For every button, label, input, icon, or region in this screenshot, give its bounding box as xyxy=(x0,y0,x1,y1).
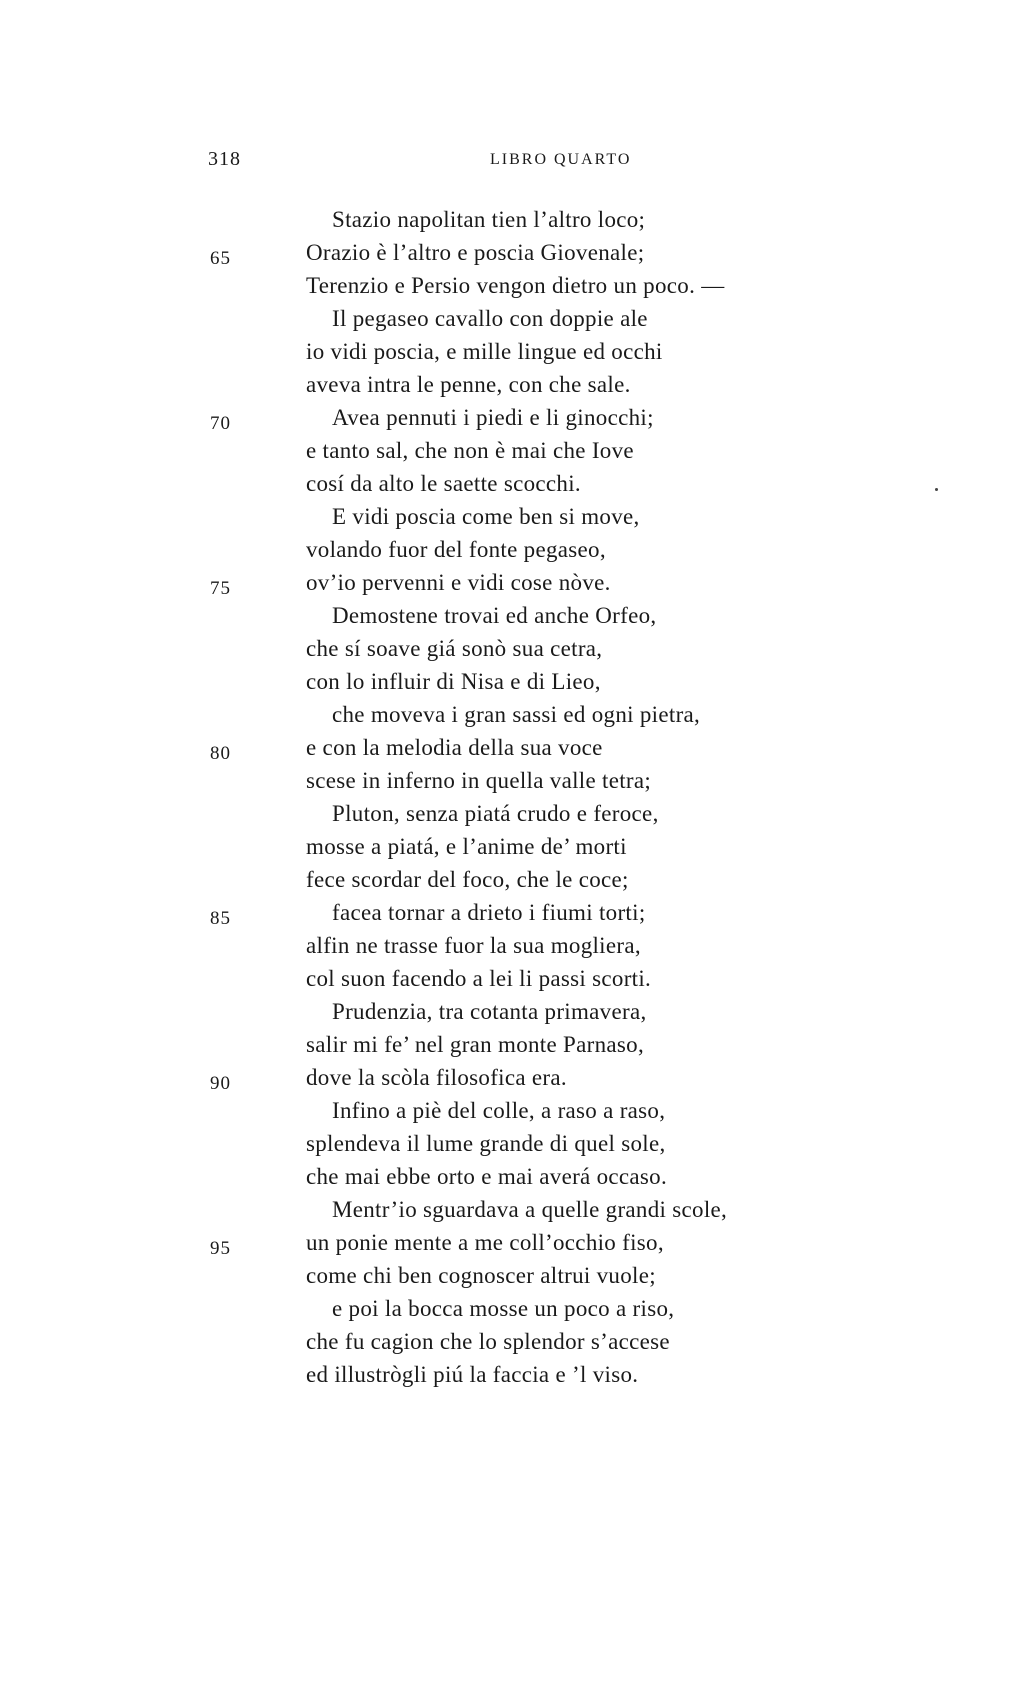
verse-text: mosse a piatá, e l’anime de’ morti xyxy=(306,834,627,859)
verse-line xyxy=(0,962,1017,995)
verse-number: 75 xyxy=(210,578,231,599)
verse-line xyxy=(0,1061,1017,1094)
verse-line xyxy=(0,1259,1017,1292)
page-header xyxy=(0,148,1017,178)
verse-line xyxy=(0,500,1017,533)
verse-line xyxy=(0,1127,1017,1160)
verse-text: Demostene trovai ed anche Orfeo, xyxy=(332,603,657,628)
verse-text: che sí soave giá sonò sua cetra, xyxy=(306,636,603,661)
verse-line xyxy=(0,995,1017,1028)
verse-line xyxy=(0,1292,1017,1325)
verse-number: 70 xyxy=(210,413,231,434)
verse-line xyxy=(0,1193,1017,1226)
verse-line xyxy=(0,533,1017,566)
verse-line xyxy=(0,929,1017,962)
verse-number: 90 xyxy=(210,1073,231,1094)
verse-line xyxy=(0,467,1017,500)
verse-text: Prudenzia, tra cotanta primavera, xyxy=(332,999,647,1024)
verse-text: ov’io pervenni e vidi cose nòve. xyxy=(306,570,611,595)
verse-text: che mai ebbe orto e mai averá occaso. xyxy=(306,1164,668,1189)
verse-text: cosí da alto le saette scocchi. xyxy=(306,471,581,496)
verse-number: 95 xyxy=(210,1238,231,1259)
verse-text: fece scordar del foco, che le coce; xyxy=(306,867,629,892)
verse-text: aveva intra le penne, con che sale. xyxy=(306,372,631,397)
verse-line xyxy=(0,401,1017,434)
verse-text: facea tornar a drieto i fiumi torti; xyxy=(332,900,646,925)
verse-line xyxy=(0,599,1017,632)
verse-line xyxy=(0,368,1017,401)
verse-line xyxy=(0,764,1017,797)
verse-text: con lo influir di Nisa e di Lieo, xyxy=(306,669,601,694)
verse-text: col suon facendo a lei li passi scorti. xyxy=(306,966,652,991)
verse-line xyxy=(0,797,1017,830)
verse-text: Terenzio e Persio vengon dietro un poco. — xyxy=(306,273,725,298)
verse-line xyxy=(0,236,1017,269)
verse-line xyxy=(0,830,1017,863)
verse-line xyxy=(0,335,1017,368)
verse-number: 80 xyxy=(210,743,231,764)
verse-line xyxy=(0,269,1017,302)
verse-line xyxy=(0,1028,1017,1061)
page-number: 318 xyxy=(208,148,241,170)
verse-text: alfin ne trasse fuor la sua mogliera, xyxy=(306,933,641,958)
verse-text: che moveva i gran sassi ed ogni pietra, xyxy=(332,702,701,727)
verse-line xyxy=(0,1160,1017,1193)
verse-line xyxy=(0,302,1017,335)
verse-text: volando fuor del fonte pegaseo, xyxy=(306,537,606,562)
verse-text: Avea pennuti i piedi e li ginocchi; xyxy=(332,405,654,430)
verse-text: Il pegaseo cavallo con doppie ale xyxy=(332,306,648,331)
verse-text: Infino a piè del colle, a raso a raso, xyxy=(332,1098,666,1123)
verse-text: scese in inferno in quella valle tetra; xyxy=(306,768,652,793)
verse-line xyxy=(0,434,1017,467)
verse-number: 85 xyxy=(210,908,231,929)
verse-number: 65 xyxy=(210,248,231,269)
verse-text: come chi ben cognoscer altrui vuole; xyxy=(306,1263,656,1288)
verse-line xyxy=(0,863,1017,896)
verse-text: splendeva il lume grande di quel sole, xyxy=(306,1131,666,1156)
verse-line xyxy=(0,1094,1017,1127)
verse-line xyxy=(0,203,1017,236)
verse-text: un ponie mente a me coll’occhio fiso, xyxy=(306,1230,664,1255)
verse-text: e tanto sal, che non è mai che Iove xyxy=(306,438,634,463)
verse-line xyxy=(0,1325,1017,1358)
verse-text: che fu cagion che lo splendor s’accese xyxy=(306,1329,670,1354)
verse-text: Mentr’io sguardava a quelle grandi scole, xyxy=(332,1197,728,1222)
verse-line xyxy=(0,566,1017,599)
verse-text: E vidi poscia come ben si move, xyxy=(332,504,640,529)
verse-text: Stazio napolitan tien l’altro loco; xyxy=(332,207,646,232)
verse-text: Orazio è l’altro e poscia Giovenale; xyxy=(306,240,645,265)
stray-ink-mark xyxy=(935,488,938,491)
verse-line xyxy=(0,665,1017,698)
poem-body xyxy=(0,203,1017,1391)
running-title: LIBRO QUARTO xyxy=(490,151,632,168)
verse-line xyxy=(0,731,1017,764)
verse-text: ed illustrògli piú la faccia e ’l viso. xyxy=(306,1362,639,1387)
verse-line xyxy=(0,698,1017,731)
verse-line xyxy=(0,1226,1017,1259)
verse-text: salir mi fe’ nel gran monte Parnaso, xyxy=(306,1032,645,1057)
verse-line xyxy=(0,896,1017,929)
verse-text: Pluton, senza piatá crudo e feroce, xyxy=(332,801,659,826)
verse-text: e con la melodia della sua voce xyxy=(306,735,603,760)
verse-text: dove la scòla filosofica era. xyxy=(306,1065,567,1090)
verse-line xyxy=(0,632,1017,665)
verse-line xyxy=(0,1358,1017,1391)
verse-text: e poi la bocca mosse un poco a riso, xyxy=(332,1296,675,1321)
verse-text: io vidi poscia, e mille lingue ed occhi xyxy=(306,339,663,364)
